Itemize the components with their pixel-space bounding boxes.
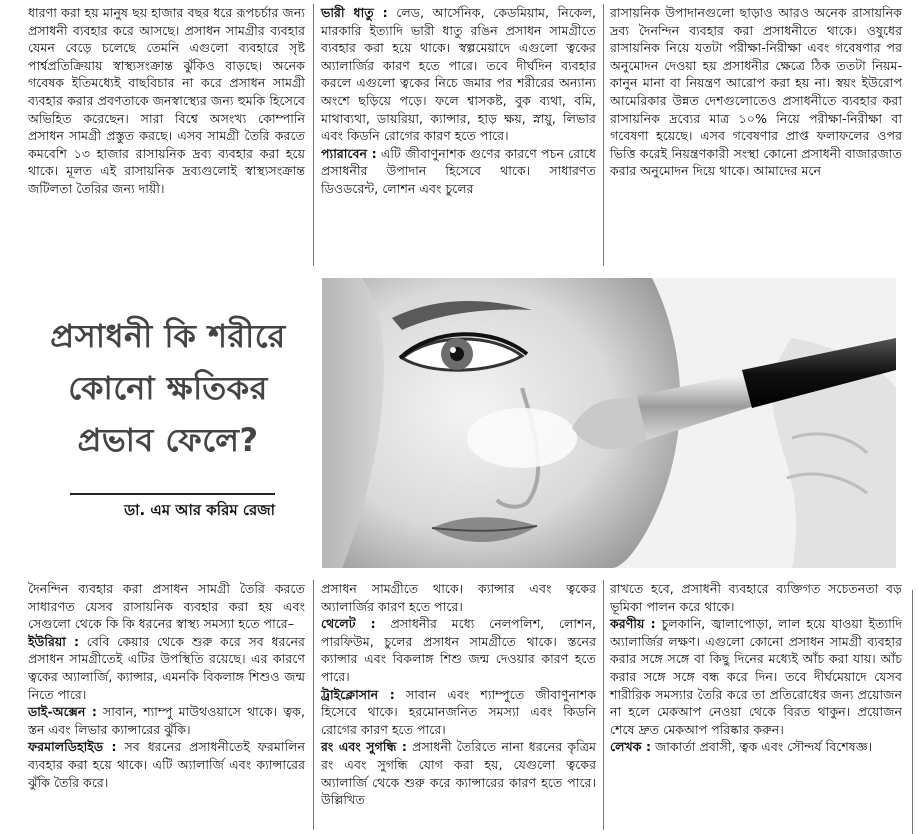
color-fragrance-paragraph bbox=[321, 738, 596, 808]
article-column-6 bbox=[610, 580, 902, 756]
column-divider bbox=[603, 4, 604, 266]
color-fragrance-text: প্রসাধনী তৈরিতে নানা ধরনের কৃত্রিম রং এবং সুগন্ধি যোগ করা হয়, যেগুলো ত্বকের অ্যালার্জি থেকে শুরু করে ক্যান্সারের কারণ হতে পারে। উল্লিখিত bbox=[321, 739, 596, 808]
column-5-intro: প্রসাধন সামগ্রীতে থাকে। ক্যান্সার এবং ত্বকের অ্যালার্জির কারণ হতে পারে। bbox=[321, 581, 596, 614]
dioxane-paragraph bbox=[28, 703, 305, 738]
author-rule bbox=[70, 493, 275, 495]
triclosan-term: ট্রাইক্লোসান : bbox=[321, 686, 395, 702]
todo-term: করণীয় : bbox=[610, 616, 656, 632]
triclosan-text: সাবান এবং শ্যাম্পুতে জীবাণুনাশক হিসেবে থাকে। হরমোনজনিত সমস্যা এবং কিডনি রোগের কারণ হতে পারে। bbox=[321, 686, 597, 737]
headline-line-2: কোনো ক্ষতিকর bbox=[68, 369, 268, 407]
article-column-5 bbox=[321, 580, 596, 809]
column-divider bbox=[313, 4, 314, 266]
article-column-4 bbox=[28, 580, 305, 791]
formaldehyde-term: ফরমালডিহাইড : bbox=[28, 739, 117, 755]
phthalate-paragraph bbox=[321, 615, 596, 685]
makeup-photo bbox=[322, 278, 896, 568]
writer-term: লেখক : bbox=[610, 739, 651, 755]
formaldehyde-paragraph bbox=[28, 738, 305, 791]
heavy-metal-term: ভারী ধাতু : bbox=[321, 5, 388, 20]
column-divider bbox=[313, 580, 314, 830]
todo-text: চুলকানি, জ্বালাপোড়া, লাল হয়ে যাওয়া ইত্যাদি অ্যালার্জির লক্ষণ। এগুলো কোনো প্রসাধন সামগ্রী ব্যবহার করার সঙ্গে সঙ্গে বা কিছু দিনের মধ্যেই আঁচ করা যায়। আঁচ করার সঙ্গে সঙ্গে বন্ধ করে দিন। তবে দীর্ঘমেয়াদে যেসব শারীরিক সমস্যার তৈরি করে তা প্রতিরোধের জন্য প্রয়োজন না হলে মেকআপ নেওয়া থেকে বিরত থাকুন। প্রয়োজন শেষে দ্রুত মেকআপ পরিষ্কার করুন। bbox=[610, 616, 902, 737]
headline bbox=[28, 310, 308, 466]
headline-line-3: প্রভাব ফেলে? bbox=[77, 421, 259, 459]
urea-text: বেবি কেয়ার থেকে শুরু করে সব ধরনের প্রসাধন সামগ্রীতেই এটির উপস্থিতি রয়েছে। এর কারণে ত্বকের অ্যালার্জি, ক্যান্সার, এমনকি বিকলাঙ্গ শিশুও জন্ম নিতে পারে। bbox=[28, 633, 305, 702]
chemicals-intro: দৈনন্দিন ব্যবহার করা প্রসাধন সামগ্রী তৈরি করতে সাধারণত যেসব রাসায়নিক ব্যবহার করা হয় এবং সেগুলো থেকে কি কি ধরনের স্বাস্থ্য সমস্যা হতে পারে– bbox=[28, 581, 305, 632]
column-1-text: ধারণা করা হয় মানুষ ছয় হাজার বছর ধরে রূপচর্চার জন্য প্রসাধনী ব্যবহার করে আসছে। প্রসাধন সামগ্রীর ব্যবহার যেমন বেড়ে চলেছে তেমনি এগুলো ব্যবহারে সৃষ্ট পার্শ্বপ্রতিক্রিয়ায় স্বাস্থ্যসংক্রান্ত ঝুঁকিও বাড়ছে। অনেক গবেষক ইতিমধ্যেই বাছবিচার না করে প্রসাধন সামগ্রী ব্যবহার করার প্রবণতাকে জনস্বাস্থ্যের জন্য হুমকি হিসেবে অভিহিত করেছেন। সারা বিশ্বে অসংখ্য কোম্পানি প্রসাধন সামগ্রী প্রস্তুত করছে। এসব সামগ্রী তৈরি করতে কমবেশি ১৩ হাজার রাসায়নিক দ্রব্য ব্যবহার করা হয়ে থাকে। মূলত এই রাসায়নিক দ্রব্যগুলোই স্বাস্থ্যসংক্রান্ত জটিলতা তৈরির জন্য দায়ী। bbox=[28, 5, 305, 196]
triclosan-paragraph bbox=[321, 686, 596, 739]
todo-paragraph bbox=[610, 615, 902, 738]
column-divider bbox=[603, 580, 604, 830]
urea-term: ইউরিয়া : bbox=[28, 633, 80, 649]
face-brush-illustration bbox=[322, 278, 896, 568]
color-fragrance-term: রং এবং সুগন্ধি : bbox=[321, 739, 407, 755]
page-edge-rule bbox=[912, 590, 913, 834]
writer-text: জাকার্তা প্রবাসী, ত্বক এবং সৌন্দর্য বিশেষজ্ঞ। bbox=[651, 739, 873, 755]
article-column-2 bbox=[321, 4, 596, 198]
heavy-metal-text: লেড, আর্সেনিক, কেডমিয়াম, নিকেল, মারকারি ইত্যাদি ভারী ধাতু রঙিন প্রসাধন সামগ্রীতে ব্যবহার করা হয়ে থাকে। স্বল্পমেয়াদে এগুলো ত্বকের অ্যালার্জির কারণ হতে পারে। তবে দীর্ঘদিন ব্যবহার করলে এগুলো ত্বকের নিচে জমার পর শরীরের অন্যান্য অংশে ছড়িয়ে পড়ে। ফলে শ্বাসকষ্ট, বুক ব্যথা, বমি, মাথাব্যথা, ডায়রিয়া, ক্যান্সার, হাড় ক্ষয়, স্নায়ু, লিভার এবং কিডনি রোগের কারণ হতে পারে। bbox=[321, 5, 597, 144]
author-byline: ডা. এম আর করিম রেজা bbox=[124, 501, 275, 519]
urea-paragraph bbox=[28, 633, 305, 703]
article-column-1 bbox=[28, 4, 305, 198]
phthalate-text: প্রসাধনীর মধ্যে নেলপলিশ, লোশন, পারফিউম, চুলের প্রসাধন সামগ্রীতে থাকে। স্তনের ক্যান্সার এবং বিকলাঙ্গ শিশু জন্ম দেওয়ার কারণ হতে পারে। bbox=[321, 616, 596, 684]
phthalate-term: থেলেট : bbox=[321, 616, 376, 632]
paraben-term: প্যারাবেন : bbox=[321, 145, 377, 161]
paraben-text: এটি জীবাণুনাশক গুণের কারণে পচন রোধে প্রসাধনীর উপাদান হিসেবে থাকে। সাধারণত ডিওডরেন্ট, লোশন এবং চুলের bbox=[321, 145, 596, 196]
heavy-metal-paragraph bbox=[321, 4, 596, 145]
dioxane-term: ডাই-অক্সেন : bbox=[28, 704, 97, 720]
article-column-3 bbox=[610, 4, 902, 180]
headline-line-1: প্রসাধনী কি শরীরে bbox=[50, 317, 286, 355]
formaldehyde-text: সব ধরনের প্রসাধনীতেই ফরমালিন ব্যবহার করা হয়ে থাকে। এটি অ্যালার্জি এবং ক্যান্সারের ঝুঁকি তৈরি করে। bbox=[28, 739, 305, 790]
paraben-paragraph bbox=[321, 145, 596, 198]
column-3-text: রাসায়নিক উপাদানগুলো ছাড়াও আরও অনেক রাসায়নিক দ্রব্য দৈনন্দিন ব্যবহার করা প্রসাধনীতে থাকে। ওষুধের রাসায়নিক নিয়ে যতটা পরীক্ষা-নিরীক্ষা এবং গবেষণার পর অনুমোদন দেওয়া হয় প্রসাধনীর ক্ষেত্রে ঠিক ততটা নিয়ম-কানুন মানা বা নিয়ন্ত্রণ আরোপ করা হয় না। স্বয়ং ইউরোপ আমেরিকার উন্নত দেশগুলোতেও প্রসাধনীতে ব্যবহার করা রাসায়নিক দ্রব্যের মাত্র ১০% নিয়ে পরীক্ষা-নিরীক্ষা বা গবেষণা হয়েছে। এসব গবেষণার প্রাপ্ত ফলাফলের ওপর ভিত্তি করেই নিয়ন্ত্রণকারী সংস্থা কোনো প্রসাধনী বাজারজাত করার অনুমোদন দিয়ে থাকে। আমাদের মনে bbox=[610, 5, 902, 179]
column-6-intro: রাখতে হবে, প্রসাধনী ব্যবহারে ব্যক্তিগত সচেতনতা বড় ভূমিকা পালন করে থাকে। bbox=[610, 581, 902, 614]
writer-paragraph bbox=[610, 738, 902, 756]
dioxane-text: সাবান, শ্যাম্পু মাউথওয়াসে থাকে। ত্বক, স্তন এবং লিভার ক্যান্সারের ঝুঁকি। bbox=[28, 704, 305, 737]
